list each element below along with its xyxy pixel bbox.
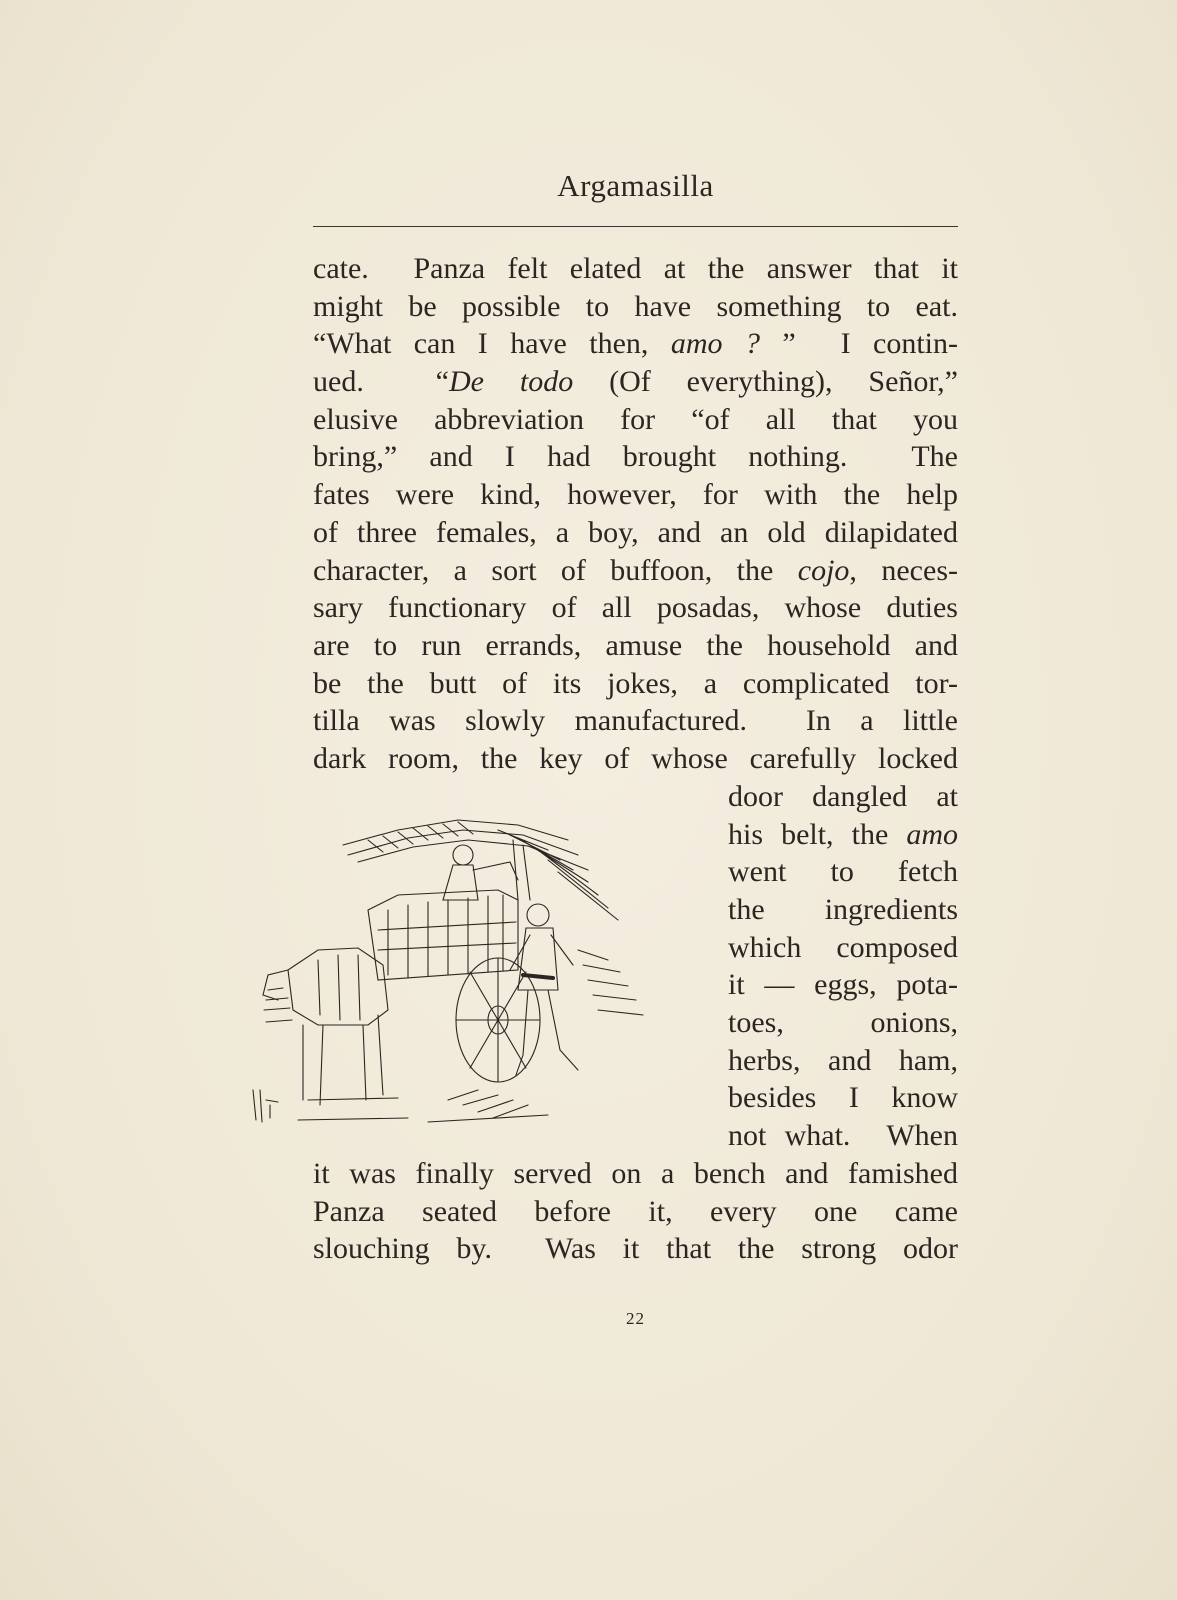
text-line: tilla was slowly manufactured. In a little [313, 704, 958, 737]
text-line: Panza seated before it, every one came [313, 1195, 958, 1228]
text-line: ued. “De todo (Of everything), Señor,” [313, 365, 958, 398]
text-line: the ingredients [728, 893, 958, 926]
text-line: toes, onions, [728, 1006, 958, 1039]
text-line: it — eggs, pota- [728, 968, 958, 1001]
text-line: not what. When [728, 1119, 958, 1152]
header-rule [313, 226, 958, 227]
text-line: besides I know [728, 1081, 958, 1114]
text-line: it was finally served on a bench and famished [313, 1157, 958, 1190]
text-line: character, a sort of buffoon, the cojo, neces- [313, 554, 958, 587]
text-line: herbs, and ham, [728, 1044, 958, 1077]
engraving-cart-and-figures-icon [248, 800, 708, 1160]
text-line: his belt, the amo [728, 818, 958, 851]
running-header: Argamasilla [557, 168, 714, 203]
text-line: cate. Panza felt elated at the answer that it [313, 252, 958, 285]
text-line: might be possible to have something to eat. [313, 290, 958, 323]
text-line: “What can I have then, amo ? ” I contin- [313, 327, 959, 360]
text-line: are to run errands, amuse the household and [313, 629, 958, 662]
text-line: door dangled at [728, 780, 958, 813]
text-line: be the butt of its jokes, a complicated tor- [313, 667, 958, 700]
text-line: fates were kind, however, for with the help [313, 478, 958, 511]
page-number: 22 [626, 1309, 645, 1328]
text-line: sary functionary of all posadas, whose duties [313, 591, 958, 624]
text-line: of three females, a boy, and an old dilapidated [313, 516, 958, 549]
text-line: went to fetch [728, 855, 958, 888]
text-line: elusive abbreviation for “of all that you [313, 403, 958, 436]
text-line: dark room, the key of whose carefully locked [313, 742, 958, 775]
text-line: which composed [728, 931, 958, 964]
text-line: bring,” and I had brought nothing. The [313, 440, 958, 473]
text-line: slouching by. Was it that the strong odor [313, 1232, 958, 1265]
